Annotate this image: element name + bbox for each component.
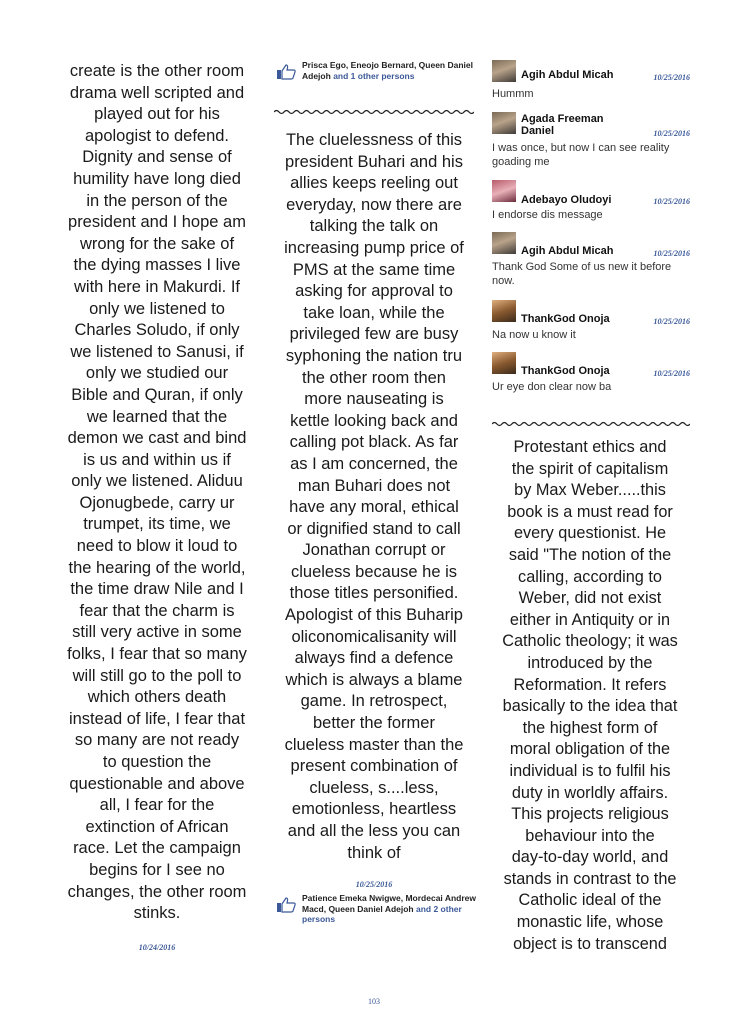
comment-text: I endorse dis message bbox=[492, 209, 603, 221]
post-column-1 bbox=[57, 61, 257, 958]
comment-author[interactable]: Agih Abdul Micah bbox=[521, 69, 614, 81]
thumbs-up-icon bbox=[276, 64, 296, 80]
comment-text: Na now u know it bbox=[492, 329, 576, 341]
wavy-divider bbox=[492, 420, 690, 428]
avatar[interactable] bbox=[492, 60, 516, 82]
comment-date: 10/25/2016 bbox=[653, 129, 690, 138]
avatar[interactable] bbox=[492, 352, 516, 374]
post-text: create is the other room drama well scripted and played out for his apologist to defend. Dignity and sense of humility have long died in the person of the president and I hope am wrong for the sake of the dying masses I live with here in Makurdi. If only we listened to Charles Soludo, if only we listened to Sanusi, if only we studied our Bible and Quran, if only we learned that the demon we cast and bind is us and within us if only we listened. Aliduu Ojonugbede, carry ur trumpet, its time, we need to blow it loud to the hearing of the world, the time draw Nile and I fear that the charm is still very active in some folks, I fear that so many will still go to the poll to which others death instead of life, I fear that so many are not ready to question the questionable and above all, I fear for the extinction of African race. Let the campaign begins for I see no changes, the other room stinks. bbox=[67, 62, 247, 923]
comment-author[interactable]: ThankGod Onoja bbox=[521, 313, 610, 325]
post-text: Protestant ethics and the spirit of capitalism by Max Weber.....this book is a must read for every questionist. He said "The notion of the calling, according to Weber, did not exist either in Antiquity or in Catholic theology; it was introduced by the Reformation. It refers basically to the idea that the highest form of moral obligation of the individual is to fulfil his duty in worldly affairs. This projects religious behaviour into the day-to-day world, and stands in contrast to the Catholic ideal of the monastic life, whose object is to transcend bbox=[502, 438, 678, 953]
comment-author[interactable]: ThankGod Onoja bbox=[521, 365, 610, 377]
post-column-3 bbox=[490, 437, 690, 955]
comment-text: Ur eye don clear now ba bbox=[492, 381, 612, 393]
likes-names: Patience Emeka Nwigwe, Mordecai Andrew Macd, Queen Daniel Adejoh bbox=[302, 893, 476, 914]
avatar[interactable] bbox=[492, 180, 516, 202]
avatar[interactable] bbox=[492, 232, 516, 254]
post-text: The cluelessness of this president Buhari and his allies keeps reeling out everyday, now there are talking the talk on increasing pump price of PMS at the same time asking for approval to take loan, while the privileged few are busy syphoning the nation tru the other room then more nauseating is kettle looking back and calling pot black. As far as I am concerned, the man Buhari does not have any moral, ethical or dignified stand to call Jonathan corrupt or clueless because he is those titles personified. Apologist of this Buharip oliconomicalisanity will always find a defence which is always a blame game. In retrospect, better the former clueless master than the present combination of clueless, s....less, emotionless, heartless and all the less you can think of bbox=[284, 131, 464, 862]
comment-text: Hummm bbox=[492, 88, 534, 100]
avatar[interactable] bbox=[492, 300, 516, 322]
comment-date: 10/25/2016 bbox=[653, 369, 690, 378]
comment-author[interactable]: Adebayo Oludoyi bbox=[521, 194, 612, 206]
post-date: 10/25/2016 bbox=[355, 880, 393, 890]
wavy-divider bbox=[274, 108, 474, 116]
likes-more[interactable]: and 2 other persons bbox=[302, 903, 462, 924]
comment-date: 10/25/2016 bbox=[653, 197, 690, 206]
thumbs-up-icon bbox=[276, 897, 296, 913]
comment-date: 10/25/2016 bbox=[653, 73, 690, 82]
page-number: 103 bbox=[368, 997, 380, 1006]
comment-author[interactable]: Agih Abdul Micah bbox=[521, 245, 614, 257]
post-date: 10/24/2016 bbox=[138, 942, 176, 952]
comment-date: 10/25/2016 bbox=[653, 317, 690, 326]
comment-text: I was once, but now I can see reality goading me bbox=[492, 142, 670, 168]
likes-more[interactable]: and 1 other persons bbox=[333, 70, 415, 81]
post-column-2 bbox=[272, 130, 476, 896]
comment-text: Thank God Some of us new it before now. bbox=[492, 261, 672, 287]
comment-date: 10/25/2016 bbox=[653, 249, 690, 258]
avatar[interactable] bbox=[492, 112, 516, 134]
comment-author[interactable]: Agada Freeman Daniel bbox=[521, 113, 604, 137]
likes-row-top[interactable] bbox=[276, 60, 486, 81]
likes-names: Prisca Ego, Eneojo Bernard, Queen Daniel Adejoh bbox=[302, 60, 473, 81]
likes-row-bottom[interactable] bbox=[276, 893, 486, 925]
